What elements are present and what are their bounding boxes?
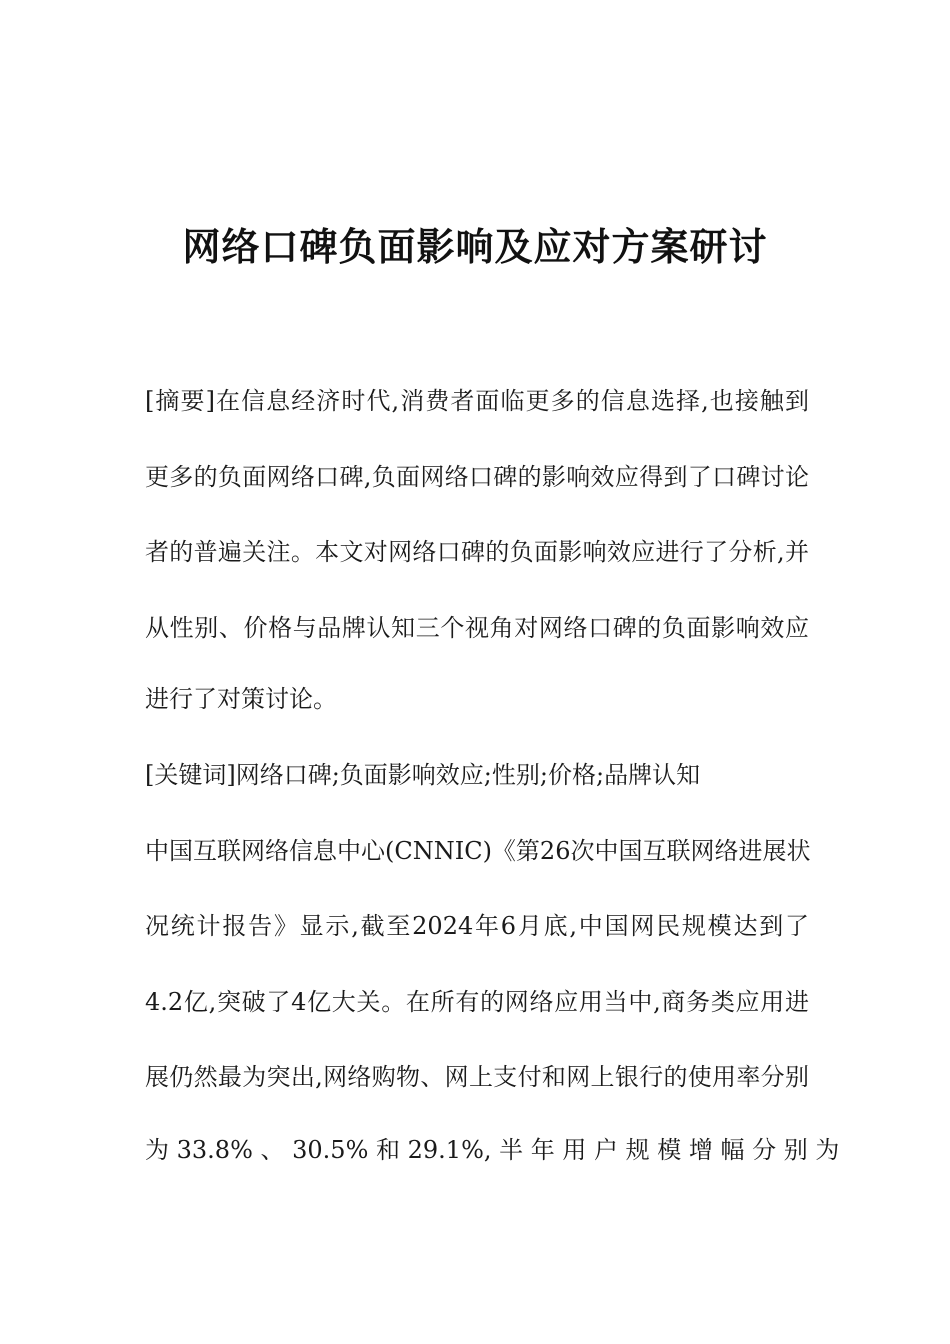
- abstract-line-1: [摘要]在信息经济时代,消费者面临更多的信息选择,也接触到: [145, 387, 809, 415]
- keywords-line: [关键词]网络口碑;负面影响效应;性别;价格;品牌认知: [145, 761, 701, 789]
- intro-line-5: 为 33.8% 、 30.5% 和 29.1%, 半 年 用 户 规 模 增 幅 分 别 为: [145, 1136, 840, 1164]
- document-title: 网络口碑负面影响及应对方案研讨: [182, 225, 768, 269]
- intro-line-1: 中国互联网络信息中心(CNNIC)《第26次中国互联网络进展状: [145, 837, 811, 865]
- intro-line-3: 4.2亿,突破了4亿大关。在所有的网络应用当中,商务类应用进: [145, 988, 809, 1016]
- abstract-line-5: 进行了对策讨论。: [145, 685, 337, 713]
- intro-line-4: 展仍然最为突出,网络购物、网上支付和网上银行的使用率分别: [145, 1063, 809, 1091]
- intro-line-2: 况统计报告》显示,截至2024年6月底,中国网民规模达到了: [145, 912, 809, 940]
- abstract-line-3: 者的普遍关注。本文对网络口碑的负面影响效应进行了分析,并: [145, 538, 809, 566]
- abstract-line-2: 更多的负面网络口碑,负面网络口碑的影响效应得到了口碑讨论: [145, 463, 809, 491]
- document-body: [145, 0, 840, 1344]
- abstract-line-4: 从性别、价格与品牌认知三个视角对网络口碑的负面影响效应: [145, 614, 809, 642]
